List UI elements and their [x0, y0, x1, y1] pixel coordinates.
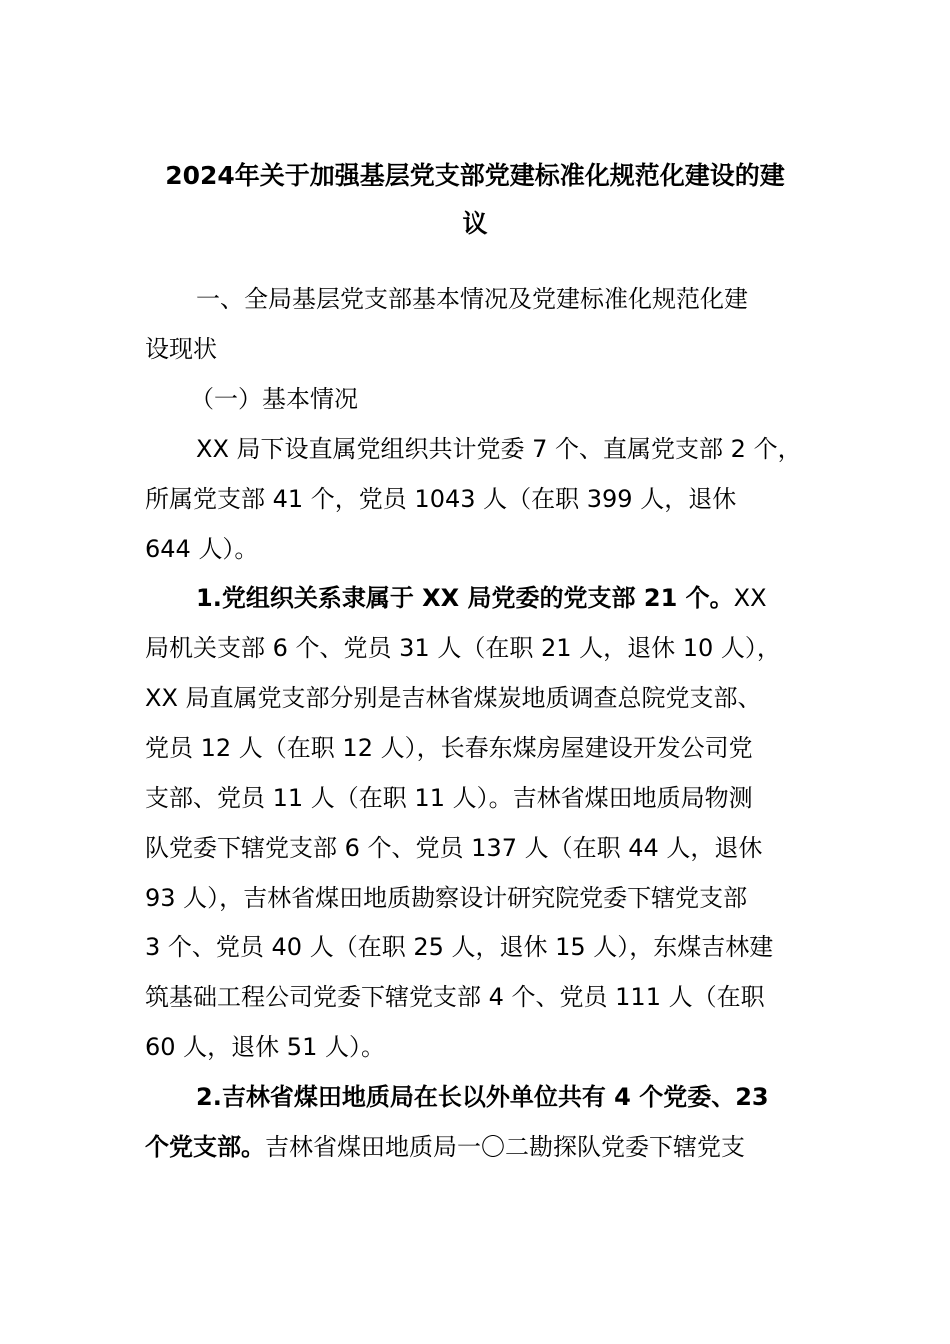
item-1-line-10: 60 人，退休 51 人）。 — [145, 1033, 385, 1061]
item-2-line-2-rest: 吉林省煤田地质局一〇二勘探队党委下辖党支 — [265, 1133, 745, 1161]
item-1-line-8: 3 个、党员 40 人（在职 25 人，退休 15 人），东煤吉林建 — [145, 933, 774, 961]
item-1-line-2: 局机关支部 6 个、党员 31 人（在职 21 人，退休 10 人）， — [145, 634, 781, 662]
item-2-lead-end: 个党支部。 — [145, 1133, 265, 1161]
paragraph-1-line-1: XX 局下设直属党组织共计党委 7 个、直属党支部 2 个， — [196, 435, 802, 463]
subsection-heading: （一）基本情况 — [190, 385, 358, 413]
document-title — [145, 152, 805, 248]
paragraph-1-line-3: 644 人）。 — [145, 535, 259, 563]
title-line-2: 议 — [462, 209, 488, 238]
item-2-line-1: 2.吉林省煤田地质局在长以外单位共有 4 个党委、23 — [196, 1083, 769, 1111]
item-1-line-1 — [196, 580, 767, 616]
item-1-line-7: 93 人），吉林省煤田地质勘察设计研究院党委下辖党支部 — [145, 884, 748, 912]
item-1-lead: 1.党组织关系隶属于 XX 局党委的党支部 21 个。 — [196, 584, 734, 612]
paragraph-1-line-2: 所属党支部 41 个，党员 1043 人（在职 399 人，退休 — [145, 485, 737, 513]
section-heading-line-2: 设现状 — [145, 335, 217, 363]
item-1-line-5: 支部、党员 11 人（在职 11 人）。吉林省煤田地质局物测 — [145, 784, 753, 812]
item-2-line-2 — [145, 1129, 745, 1165]
section-heading-line-1: 一、全局基层党支部基本情况及党建标准化规范化建 — [196, 285, 748, 313]
item-1-line-9: 筑基础工程公司党委下辖党支部 4 个、党员 111 人（在职 — [145, 983, 765, 1011]
item-1-line-4: 党员 12 人（在职 12 人），长春东煤房屋建设开发公司党 — [145, 734, 753, 762]
item-1-lead-rest: XX — [733, 584, 767, 612]
item-1-line-3: XX 局直属党支部分别是吉林省煤炭地质调查总院党支部、 — [145, 684, 762, 712]
title-line-1: 2024年关于加强基层党支部党建标准化规范化建设的建 — [165, 161, 785, 190]
item-1-line-6: 队党委下辖党支部 6 个、党员 137 人（在职 44 人，退休 — [145, 834, 763, 862]
